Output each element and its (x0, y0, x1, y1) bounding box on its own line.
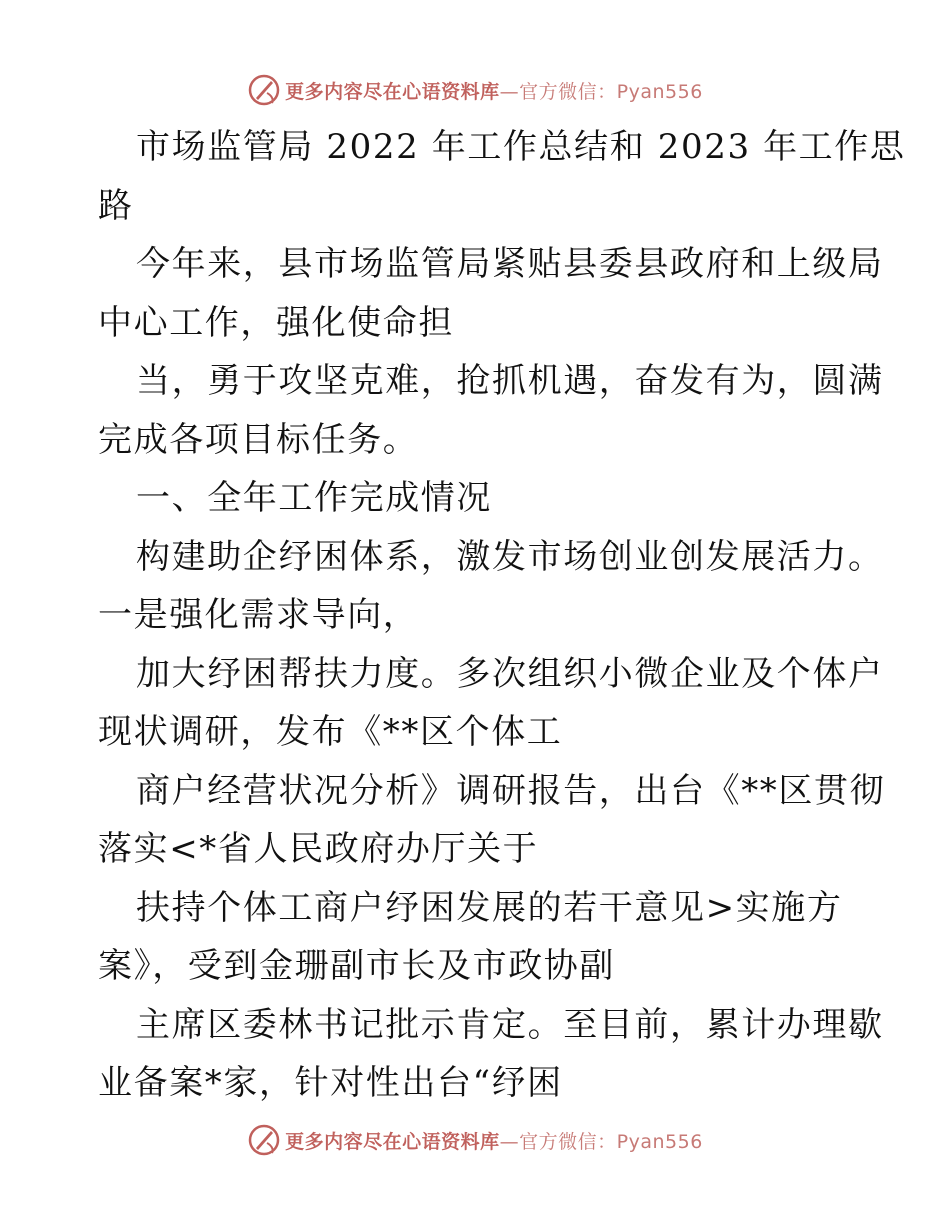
watermark-main: 更多内容尽在心语资料库 (285, 1130, 500, 1153)
watermark-main: 更多内容尽在心语资料库 (285, 80, 500, 103)
watermark-text (285, 1127, 703, 1154)
watermark-text (285, 77, 703, 104)
paragraph-line: 商户经营状况分析》调研报告，出台《**区贯彻 (136, 770, 886, 811)
paragraph-line: 主席区委林书记批示肯定。至目前，累计办理歇 (136, 1004, 884, 1045)
quill-logo-icon (247, 73, 281, 107)
quill-logo-icon (247, 1123, 281, 1157)
paragraph-line: 今年来，县市场监管局紧贴县委县政府和上级局 (136, 244, 884, 284)
watermark-dash: — (499, 1130, 520, 1153)
paragraph-line: 构建助企纾困体系，激发市场创业创发展活力。 (136, 536, 884, 577)
paragraph-line: 现状调研，发布《**区个体工 (98, 712, 563, 752)
paragraph-line: 一是强化需求导向， (98, 595, 419, 635)
paragraph-line: 扶持个体工商户纾困发展的若干意见>实施方 (136, 887, 843, 928)
paragraph-line: 落实<*省人民政府办厅关于 (98, 829, 539, 869)
paragraph-line: 案》，受到金珊副市长及市政协副 (98, 946, 615, 986)
watermark-dash: — (499, 80, 520, 103)
document-title: 市场监管局 2022 年工作总结和 2023 年工作思 (136, 127, 906, 167)
document-body (98, 118, 906, 1113)
footer-watermark (0, 1120, 950, 1160)
paragraph-line: 加大纾困帮扶力度。多次组织小微企业及个体户 (136, 653, 884, 694)
paragraph-line: 中心工作，强化使命担 (98, 302, 454, 343)
header-watermark (0, 70, 950, 110)
watermark-contact: 官方微信：Pyan556 (519, 1130, 703, 1153)
paragraph-line: 当，勇于攻坚克难，抢抓机遇，奋发有为，圆满 (136, 361, 884, 401)
paragraph-line: 完成各项目标任务。 (98, 419, 419, 460)
section-heading: 一、全年工作完成情况 (136, 478, 492, 518)
watermark-contact: 官方微信：Pyan556 (519, 80, 703, 103)
paragraph-line: 业备案*家，针对性出台“纾困 (98, 1063, 563, 1103)
document-title-cont: 路 (98, 185, 134, 226)
